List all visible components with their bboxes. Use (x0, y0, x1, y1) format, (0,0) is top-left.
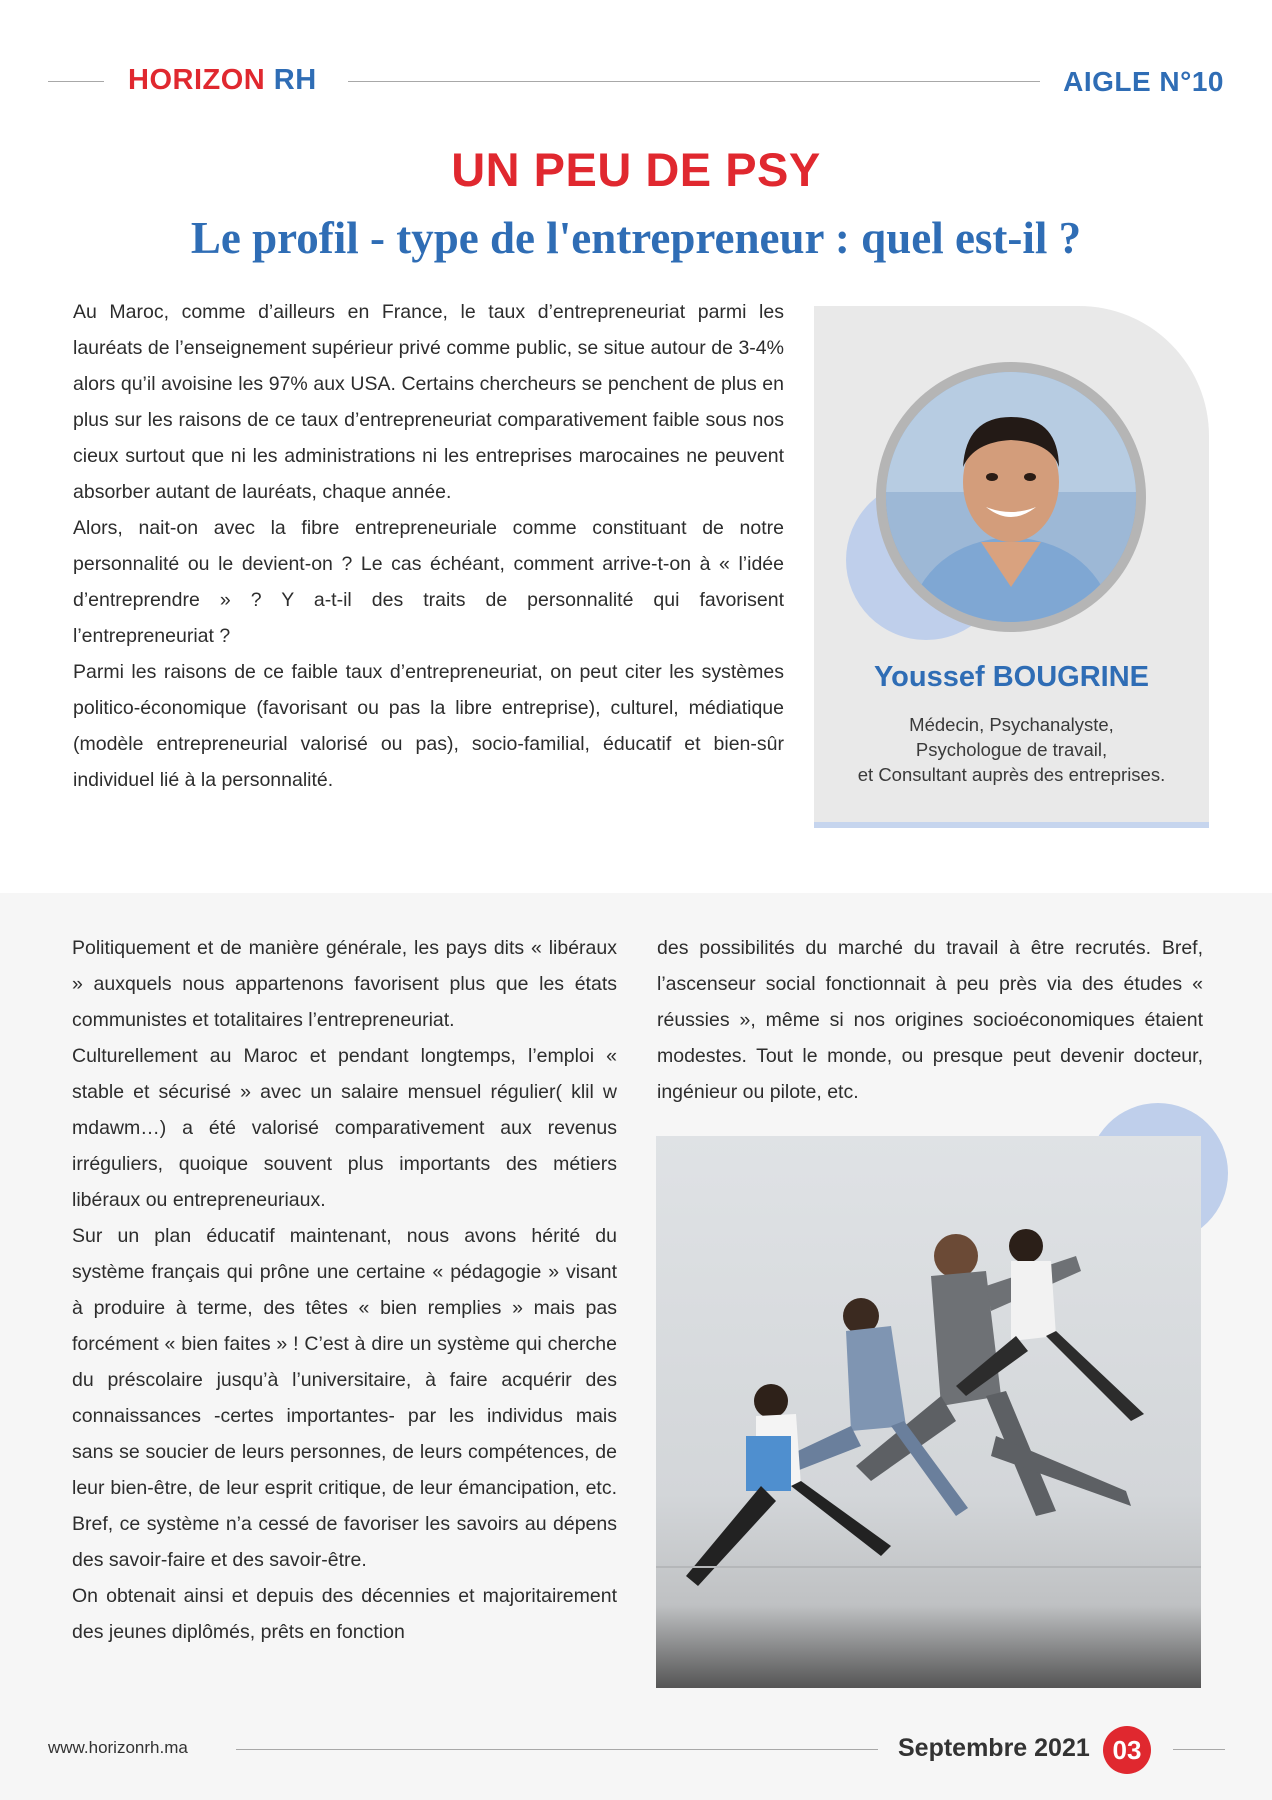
intro-paragraph: Au Maroc, comme d’ailleurs en France, le taux d’entrepreneuriat parmi les lauréats de l’enseignement supérieur privé comme public, se situe autour de 3-4% alors qu’il avoisine les 97% aux USA. Certains chercheurs se penchent de plus en plus sur les raisons de ce taux d’entrepreneuriat comparativement faible sous nos cieux surtout que ni les administrations ni les entreprises marocaines ne peuvent absorber autant de lauréats, chaque année. (73, 301, 784, 503)
author-avatar (876, 362, 1146, 632)
author-role (814, 712, 1209, 787)
footer-date: Septembre 2021 (898, 1734, 1090, 1762)
section-title: UN PEU DE PSY (451, 143, 821, 196)
footer-rule-right (1173, 1749, 1225, 1750)
footer-rule-middle (236, 1749, 878, 1750)
author-role-line: Psychologue de travail, (915, 739, 1108, 760)
article-title: Le profil - type de l'entrepreneur : quel est-il ? (190, 213, 1082, 263)
jumping-business-people-photo (656, 1136, 1201, 1688)
author-role-line: Médecin, Psychanalyste, (909, 714, 1114, 735)
header-rule-left (48, 81, 104, 82)
logo-horizon: HORIZON (128, 64, 266, 96)
horizon-rh-logo (128, 64, 317, 97)
author-photo (886, 372, 1136, 622)
body-paragraph: Politiquement et de manière générale, les pays dits « libéraux » auxquels nous appartenons favorisent plus que les états communistes et totalitaires l’entrepreneuriat. (72, 937, 617, 1031)
intro-paragraph: Alors, nait-on avec la fibre entrepreneuriale comme constituant de notre personnalité ou le devient-on ? Le cas échéant, comment arrive-t-on à « l’idée d’entreprendre » ? Y a-t-il des traits de personnalité qui favorisent l’entrepreneuriat ? (73, 517, 784, 647)
body-paragraph: des possibilités du marché du travail à être recrutés. Bref, l’ascenseur social fonctionnait à peu près via des études « réussies », même si nos origines socioéconomiques étaient modestes. Tout le monde, ou presque peut devenir docteur, ingénieur ou pilote, etc. (657, 937, 1203, 1103)
left-column-text (72, 930, 617, 1650)
page-number-badge: 03 (1103, 1726, 1151, 1774)
body-paragraph: Sur un plan éducatif maintenant, nous avons hérité du système français qui prône une certaine « pédagogie » visant à produire à terme, des têtes « bien remplies » mais pas forcément « bien faites » ! C’est à dire un système qui cherche du préscolaire jusqu’à l’universitaire, à faire acquérir des connaissances -certes importantes- par les individus mais sans se soucier de leurs personnes, de leurs compétences, de leur bien-être, de leur esprit critique, de leur émancipation, etc. Bref, ce système n’a cessé de favoriser les savoirs au dépens des savoir-faire et des savoir-être. (72, 1225, 617, 1571)
body-paragraph: On obtenait ainsi et depuis des décennies et majoritairement des jeunes diplômés, prêts en fonction (72, 1585, 617, 1643)
intro-text (73, 294, 784, 798)
issue-number: AIGLE N°10 (1063, 66, 1224, 97)
footer-website: www.horizonrh.ma (48, 1738, 188, 1757)
author-role-line: et Consultant auprès des entreprises. (857, 764, 1166, 785)
jumping-people-illustration (656, 1136, 1201, 1688)
intro-paragraph: Parmi les raisons de ce faible taux d’entrepreneuriat, on peut citer les systèmes politico-économique (favorisant ou pas la libre entreprise), culturel, médiatique (modèle entrepreneurial valorisé ou pas), socio-familial, éducatif et bien-sûr individuel lié à la personnalité. (73, 661, 784, 791)
header-rule-middle (348, 81, 1040, 82)
author-portrait-image (886, 372, 1136, 622)
right-column-text (657, 930, 1203, 1110)
body-paragraph: Culturellement au Maroc et pendant longtemps, l’emploi « stable et sécurisé » avec un salaire mensuel régulier( klil w mdawm…) a été valorisé comparativement aux revenus irréguliers, quoique souvent plus importants des métiers libéraux ou entrepreneuriaux. (72, 1045, 617, 1211)
author-name: Youssef BOUGRINE (873, 661, 1149, 693)
logo-rh: RH (273, 64, 317, 96)
